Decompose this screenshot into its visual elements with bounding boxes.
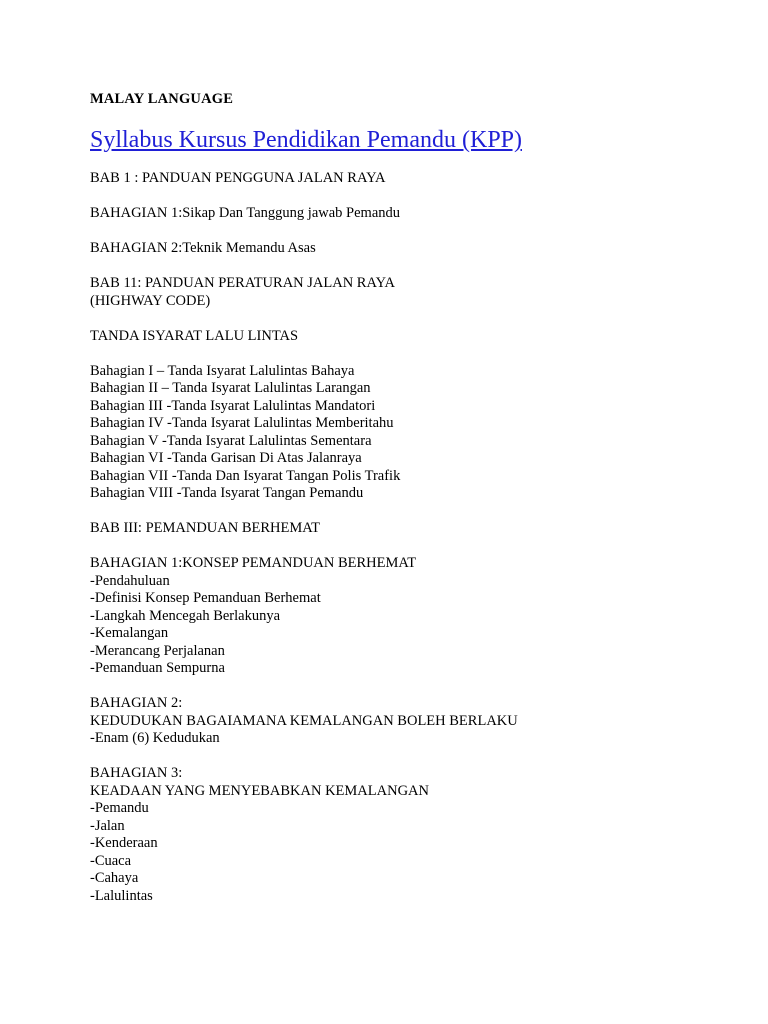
text-line: -Lalulintas [90, 887, 153, 904]
text-line: -Pendahuluan [90, 572, 170, 589]
section-gap [90, 538, 750, 556]
text-line: -Kemalangan [90, 625, 169, 641]
document-header: MALAY LANGUAGE [90, 91, 234, 107]
text-line: BAB 1 : PANDUAN PENGGUNA JALAN RAYA [90, 170, 386, 186]
text-line: Bahagian IV -Tanda Isyarat Lalulintas Memberitahu [90, 415, 394, 431]
text-line: KEDUDUKAN BAGAIAMANA KEMALANGAN BOLEH BERLAKU [90, 712, 518, 729]
text-line: BAHAGIAN 1:Sikap Dan Tanggung jawab Pemandu [90, 205, 401, 221]
text-line: -Langkah Mencegah Berlakunya [90, 607, 281, 624]
text-line: -Pemanduan Sempurna [90, 660, 225, 676]
section-gap [90, 258, 750, 276]
section-gap [90, 678, 750, 696]
text-line: -Definisi Konsep Pemanduan Berhemat [90, 590, 321, 606]
text-line: -Merancang Perjalanan [90, 642, 225, 659]
section-gap [90, 748, 750, 766]
section-gap [90, 310, 750, 328]
document-section [90, 363, 750, 503]
text-line: -Cuaca [90, 852, 132, 869]
document-section [90, 765, 750, 905]
document-body [90, 156, 750, 905]
text-line: BAHAGIAN 1:KONSEP PEMANDUAN BERHEMAT [90, 555, 417, 571]
text-line: -Enam (6) Kedudukan [90, 730, 220, 746]
text-line: BAHAGIAN 3: [90, 765, 183, 781]
document-section [90, 555, 750, 678]
text-line: Bahagian VIII -Tanda Isyarat Tangan Pemandu [90, 485, 364, 501]
text-line: (HIGHWAY CODE) [90, 292, 211, 309]
section-gap [90, 188, 750, 206]
document-page [90, 90, 750, 905]
text-line: -Kenderaan [90, 835, 158, 851]
section-gap [90, 503, 750, 521]
text-line: -Jalan [90, 817, 125, 834]
text-line: Bahagian II – Tanda Isyarat Lalulintas Larangan [90, 380, 371, 396]
document-section [90, 275, 750, 310]
section-gap [90, 223, 750, 241]
document-section [90, 520, 750, 538]
document-title[interactable]: Syllabus Kursus Pendidikan Pemandu (KPP) [90, 127, 522, 153]
document-section [90, 328, 750, 346]
section-gap [90, 345, 750, 363]
text-line: Bahagian III -Tanda Isyarat Lalulintas Mandatori [90, 397, 376, 414]
document-section [90, 205, 750, 223]
text-line: -Cahaya [90, 870, 139, 886]
text-line: BAB 11: PANDUAN PERATURAN JALAN RAYA [90, 275, 395, 291]
text-line: Bahagian V -Tanda Isyarat Lalulintas Sementara [90, 432, 372, 449]
document-section [90, 240, 750, 258]
document-section [90, 170, 750, 188]
text-line: KEADAAN YANG MENYEBABKAN KEMALANGAN [90, 782, 429, 799]
text-line: BAHAGIAN 2:Teknik Memandu Asas [90, 240, 316, 256]
text-line: BAHAGIAN 2: [90, 695, 183, 711]
text-line: BAB III: PEMANDUAN BERHEMAT [90, 520, 320, 536]
text-line: -Pemandu [90, 800, 149, 816]
text-line: Bahagian VII -Tanda Dan Isyarat Tangan Polis Trafik [90, 467, 401, 484]
document-section [90, 695, 750, 748]
text-line: Bahagian I – Tanda Isyarat Lalulintas Bahaya [90, 362, 355, 379]
text-line: TANDA ISYARAT LALU LINTAS [90, 327, 299, 344]
text-line: Bahagian VI -Tanda Garisan Di Atas Jalanraya [90, 450, 362, 466]
